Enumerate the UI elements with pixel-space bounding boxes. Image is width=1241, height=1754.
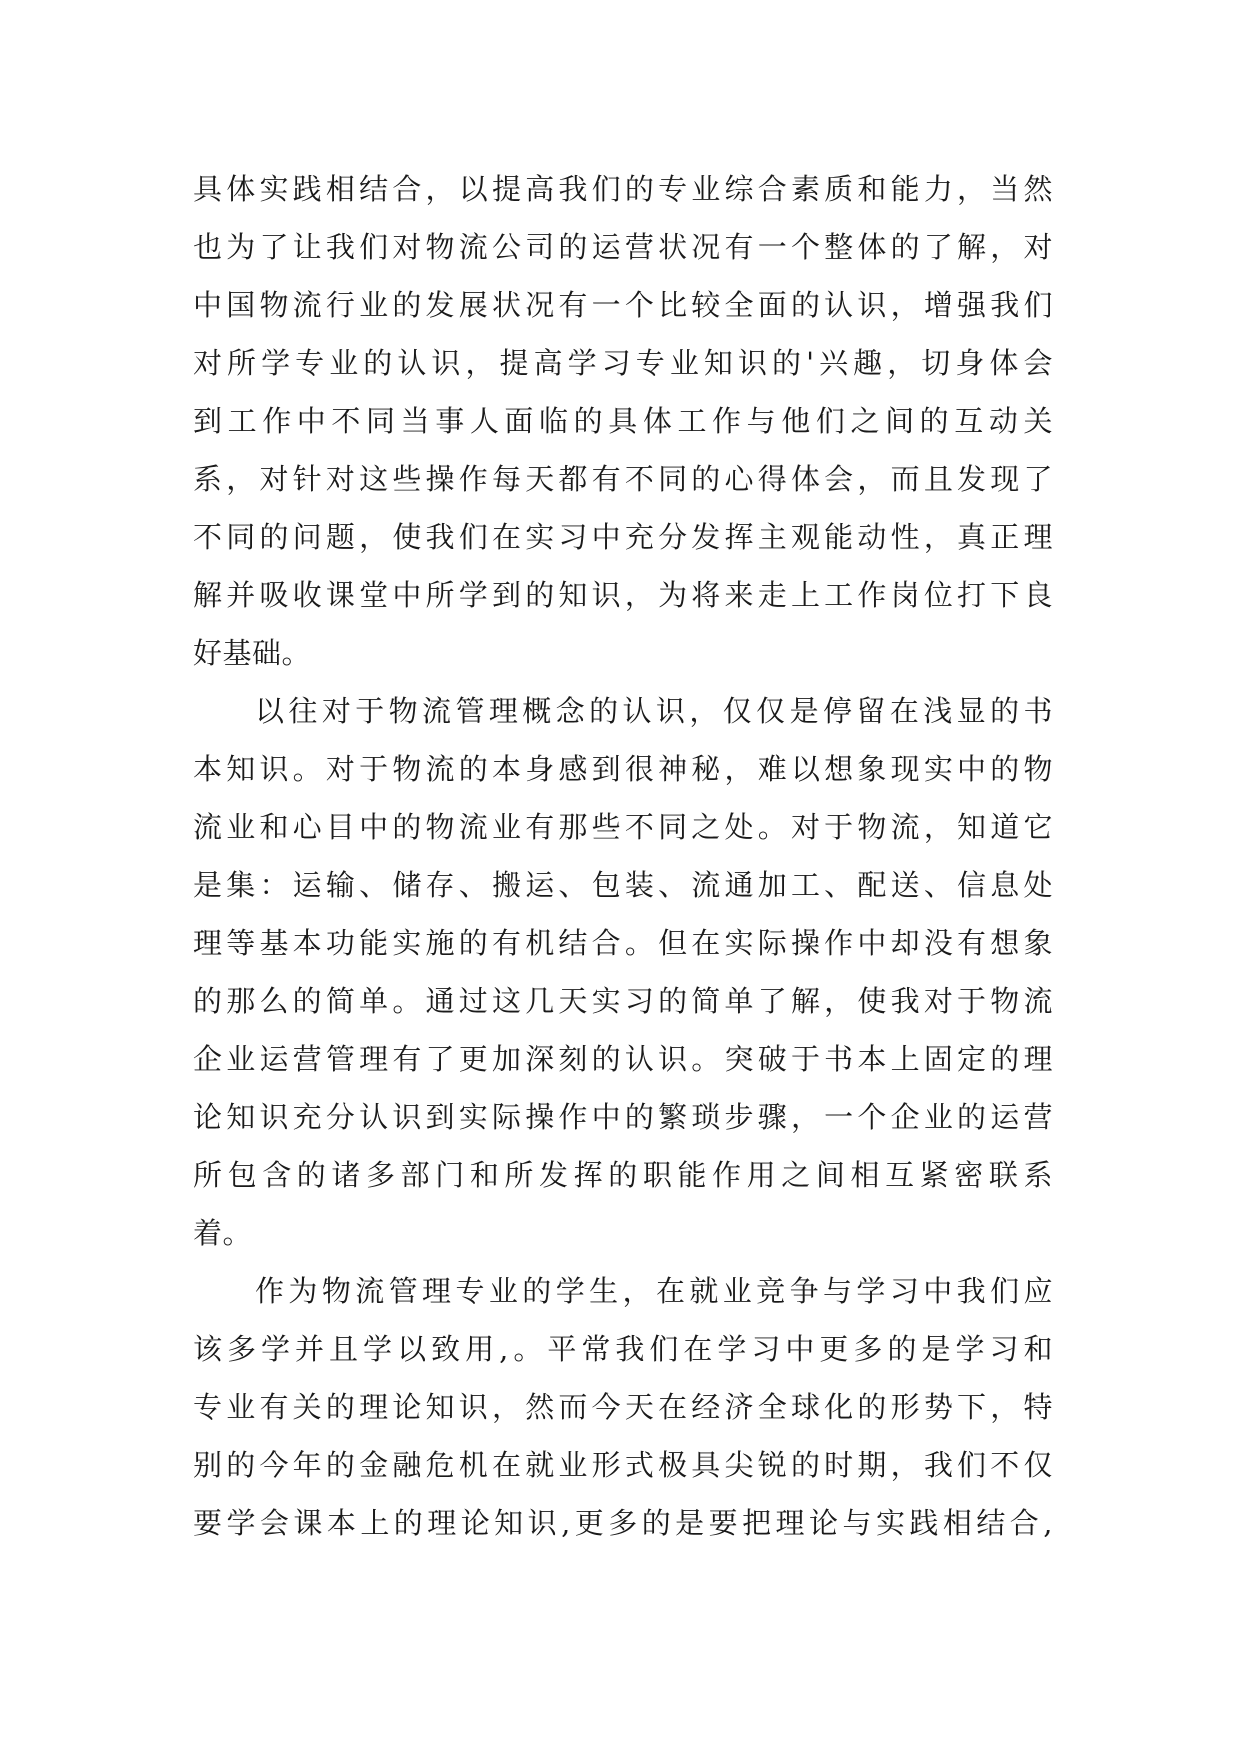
text-line: 以往对于物流管理概念的认识，仅仅是停留在浅显的书 [255,694,1053,728]
text-line: 不同的问题，使我们在实习中充分发挥主观能动性，真正理 [193,520,1053,554]
text-line: 理等基本功能实施的有机结合。但在实际操作中却没有想象 [193,926,1053,960]
text-line: 要学会课本上的理论知识,更多的是要把理论与实践相结合, [193,1506,1053,1540]
paragraph-2 [193,682,1053,1262]
text-line: 流业和心目中的物流业有那些不同之处。对于物流，知道它 [193,810,1053,844]
text-line: 专业有关的理论知识，然而今天在经济全球化的形势下，特 [193,1390,1053,1424]
text-line: 具体实践相结合，以提高我们的专业综合素质和能力，当然 [193,172,1053,206]
text-line: 中国物流行业的发展状况有一个比较全面的认识，增强我们 [193,288,1053,322]
text-line: 系，对针对这些操作每天都有不同的心得体会，而且发现了 [193,462,1053,496]
document-page [193,160,1053,1552]
paragraph-3 [193,1262,1053,1552]
text-line: 该多学并且学以致用,。平常我们在学习中更多的是学习和 [193,1332,1053,1366]
text-line: 的那么的简单。通过这几天实习的简单了解，使我对于物流 [193,984,1053,1018]
text-line: 好基础。 [193,636,312,670]
text-line: 到工作中不同当事人面临的具体工作与他们之间的互动关 [193,404,1053,438]
text-line: 企业运营管理有了更加深刻的认识。突破于书本上固定的理 [193,1042,1053,1076]
text-line: 解并吸收课堂中所学到的知识，为将来走上工作岗位打下良 [193,578,1053,612]
text-line: 本知识。对于物流的本身感到很神秘，难以想象现实中的物 [193,752,1053,786]
text-line: 着。 [193,1216,253,1250]
text-line: 论知识充分认识到实际操作中的繁琐步骤，一个企业的运营 [193,1100,1053,1134]
paragraph-1 [193,160,1053,682]
text-line: 所包含的诸多部门和所发挥的职能作用之间相互紧密联系 [193,1158,1053,1192]
text-line: 作为物流管理专业的学生，在就业竞争与学习中我们应 [255,1274,1053,1308]
text-line: 也为了让我们对物流公司的运营状况有一个整体的了解，对 [193,230,1053,264]
text-line: 对所学专业的认识，提高学习专业知识的'兴趣，切身体会 [193,346,1053,380]
text-line: 别的今年的金融危机在就业形式极具尖锐的时期，我们不仅 [193,1448,1053,1482]
text-line: 是集：运输、储存、搬运、包装、流通加工、配送、信息处 [193,868,1053,902]
